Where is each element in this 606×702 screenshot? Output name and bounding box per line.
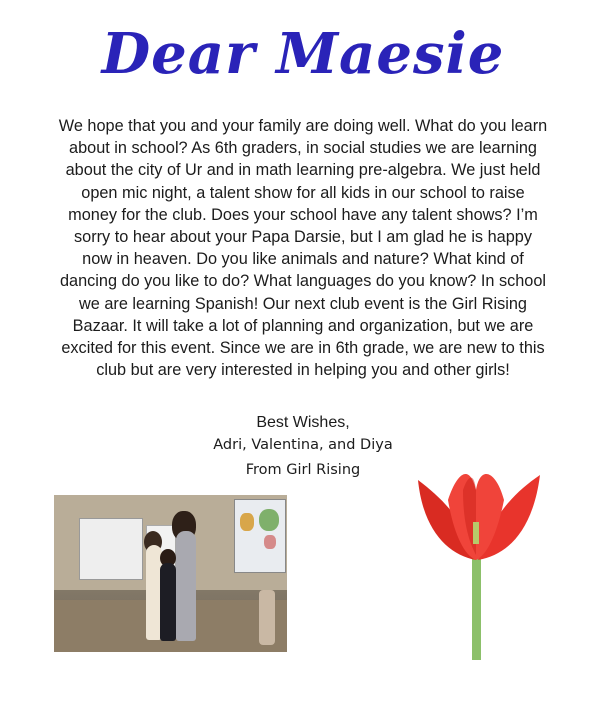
from-line: From Girl Rising (245, 462, 361, 478)
letter-body: We hope that you and your family are doing well. What do you learn about in school? As 6th graders, in social studies we are learning about the city of Ur and in math learning pre-algebra. We just held open mic night, a talent show for all kids in our school to raise money for the club. Does your school have any talent shows? I’m sorry to hear about your Papa Darsie, but I am glad he is happy now in heaven. Do you like animals and nature? What kind of dancing do you like to do? What languages do you know? In school we are learning Spanish! Our next club event is the Girl Rising Bazaar. It will take a lot of planning and organization, but we are excited for this event. Since we are in 6th grade, we are new to this club but are very interested in helping you and other girls! (58, 117, 548, 380)
group-photo (54, 495, 287, 652)
closing-text: Best Wishes, (256, 414, 350, 431)
letter-title: Dear Maesie (101, 21, 505, 87)
tulip-image (408, 460, 548, 660)
signature-names: Adri, Valentina, and Diya (213, 437, 393, 453)
